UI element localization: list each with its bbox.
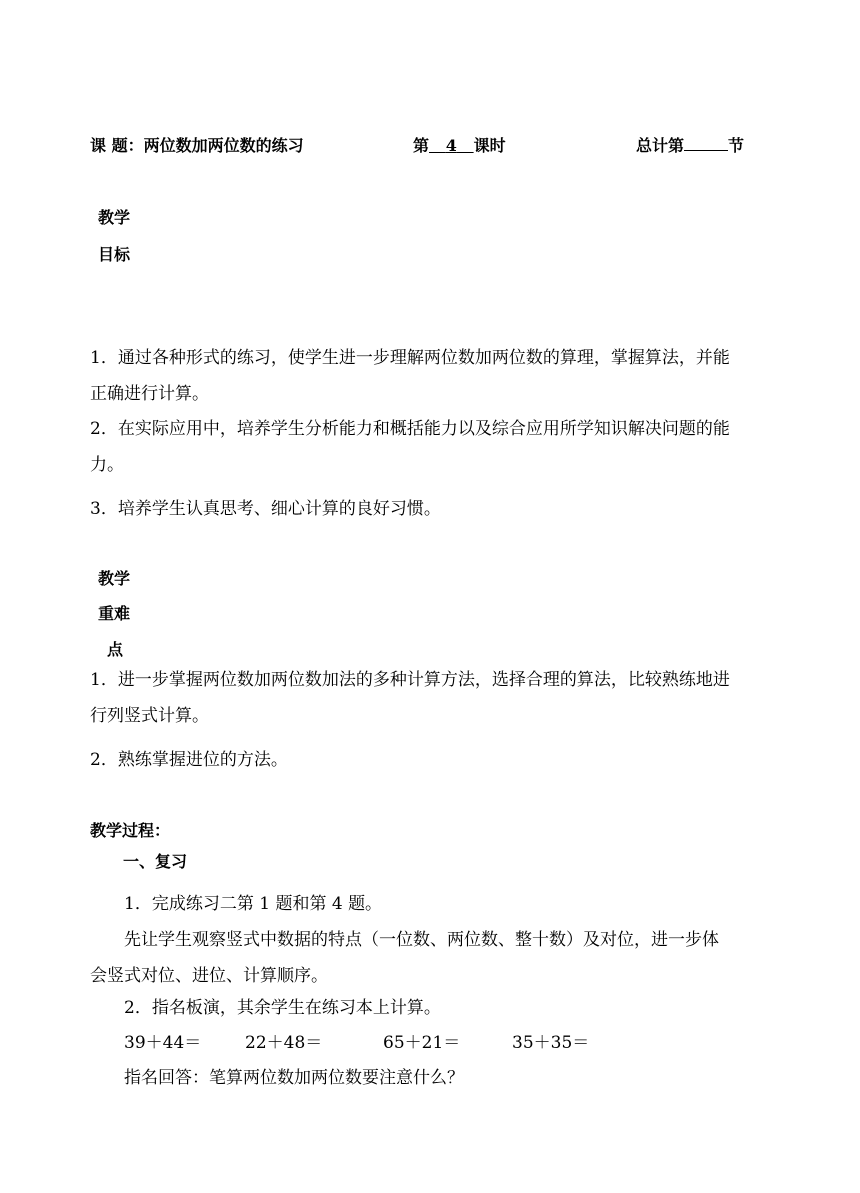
section-heading: 一、复习 (123, 852, 188, 871)
lesson-number: 4 (445, 136, 457, 155)
lesson-prefix: 第 (413, 136, 430, 155)
goal-line: 1．通过各种形式的练习，使学生进一步理解两位数加两位数的算理，掌握算法，并能 (90, 348, 730, 368)
expression: 22＋48＝ (245, 1033, 323, 1053)
difficulty-line: 1．进一步掌握两位数加两位数加法的多种计算方法，选择合理的算法，比较熟练地进 (90, 670, 730, 690)
total-count-line (636, 133, 744, 156)
lesson-topic: 课 题：两位数加两位数的练习 (90, 136, 304, 155)
difficulty-line: 2．熟练掌握进位的方法。 (90, 750, 288, 770)
process-paragraph: 指名回答：笔算两位数加两位数要注意什么？ (124, 1068, 464, 1088)
process-paragraph: 先让学生观察竖式中数据的特点（一位数、两位数、整十数）及对位，进一步体 (124, 930, 719, 950)
lesson-number-line (413, 133, 506, 156)
expression: 39＋44＝ (124, 1033, 202, 1053)
difficulty-label-1: 教学 (98, 569, 131, 588)
process-paragraph: 会竖式对位、进位、计算顺序。 (90, 966, 328, 986)
difficulty-line: 行列竖式计算。 (90, 706, 209, 726)
goal-line: 2．在实际应用中，培养学生分析能力和概括能力以及综合应用所学知识解决问题的能 (90, 419, 730, 439)
process-paragraph: 2．指名板演，其余学生在练习本上计算。 (124, 998, 441, 1018)
goals-label-1: 教学 (98, 208, 131, 227)
expression: 65＋21＝ (383, 1033, 461, 1053)
goal-line: 3．培养学生认真思考、细心计算的良好习惯。 (90, 499, 441, 519)
goal-line: 正确进行计算。 (90, 384, 209, 404)
total-prefix: 总计第 (636, 136, 685, 155)
expression: 35＋35＝ (512, 1033, 590, 1053)
difficulty-label-3: 点 (107, 640, 124, 659)
difficulty-label-2: 重难 (98, 604, 131, 623)
goal-line: 力。 (90, 455, 124, 475)
process-title: 教学过程： (90, 821, 171, 840)
total-suffix: 节 (728, 136, 745, 155)
process-paragraph: 1．完成练习二第 1 题和第 4 题。 (124, 894, 383, 914)
lesson-suffix: 课时 (473, 136, 506, 155)
total-blank (684, 136, 728, 151)
goals-label-2: 目标 (98, 245, 131, 264)
